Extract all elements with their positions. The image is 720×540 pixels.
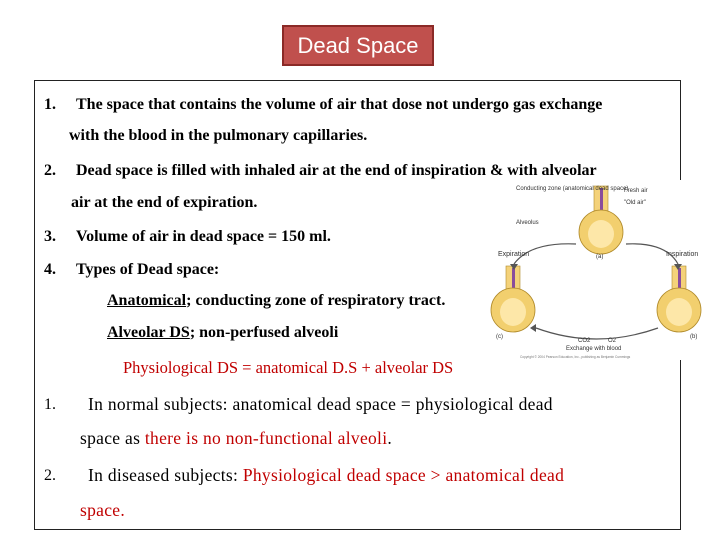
note-highlight: there is no non-functional alveoli <box>144 428 388 448</box>
note-number: 2. <box>44 467 56 484</box>
dead-space-figure <box>490 180 708 360</box>
label-panel-b: (b) <box>690 334 698 340</box>
point-text: Dead space is filled with inhaled air at the end of inspiration & with alveolar <box>76 162 597 179</box>
label-exchange: Exchange with blood <box>566 346 622 352</box>
type-anatomical <box>107 292 445 310</box>
type-desc: ; conducting zone of respiratory tract. <box>186 292 446 309</box>
type-alveolar <box>107 324 338 342</box>
type-desc: ; non-perfused alveoli <box>189 324 339 341</box>
label-fresh-air: Fresh air <box>624 188 648 194</box>
note-fragment: . <box>387 428 393 448</box>
figure-credit: Copyright © 2004 Pearson Education, Inc., publishing as Benjamin Cummings <box>520 355 631 359</box>
note-text <box>88 465 564 486</box>
point-text: Volume of air in dead space = 150 ml. <box>76 228 331 245</box>
label-panel-a: (a) <box>596 254 604 260</box>
type-term: Alveolar DS <box>107 324 190 341</box>
type-term: Anatomical <box>107 292 187 309</box>
label-inspiration: Inspiration <box>666 251 699 258</box>
note-text <box>80 428 392 449</box>
label-co2: CO2 <box>578 338 591 344</box>
note-text: In normal subjects: anatomical dead space = physiological dead <box>88 394 553 414</box>
point-text: air at the end of expiration. <box>71 194 258 211</box>
label-alveolus: Alveolus <box>516 220 539 226</box>
note-highlight: Physiological dead space > anatomical dead <box>242 465 565 485</box>
label-old-air: "Old air" <box>624 200 646 206</box>
point-text: Types of Dead space: <box>76 261 220 278</box>
page-title: Dead Space <box>297 32 419 58</box>
label-o2: O2 <box>608 338 617 344</box>
point-text: with the blood in the pulmonary capillaries. <box>69 127 368 144</box>
point-number: 4. <box>44 261 56 278</box>
point-text: The space that contains the volume of air that dose not undergo gas exchange <box>76 96 603 113</box>
label-conducting: Conducting zone (anatomical dead space) <box>516 186 629 192</box>
note-fragment: space as <box>80 428 145 448</box>
label-panel-c: (c) <box>496 334 503 340</box>
note-text: space. <box>80 500 126 520</box>
equation: Physiological DS = anatomical D.S + alveolar DS <box>123 358 454 377</box>
note-fragment: In diseased subjects: <box>88 465 243 485</box>
label-expiration: Expiration <box>498 251 530 258</box>
note-number: 1. <box>44 396 56 413</box>
title-box <box>282 25 434 66</box>
point-number: 1. <box>44 96 56 113</box>
point-number: 3. <box>44 228 56 245</box>
point-number: 2. <box>44 162 56 179</box>
